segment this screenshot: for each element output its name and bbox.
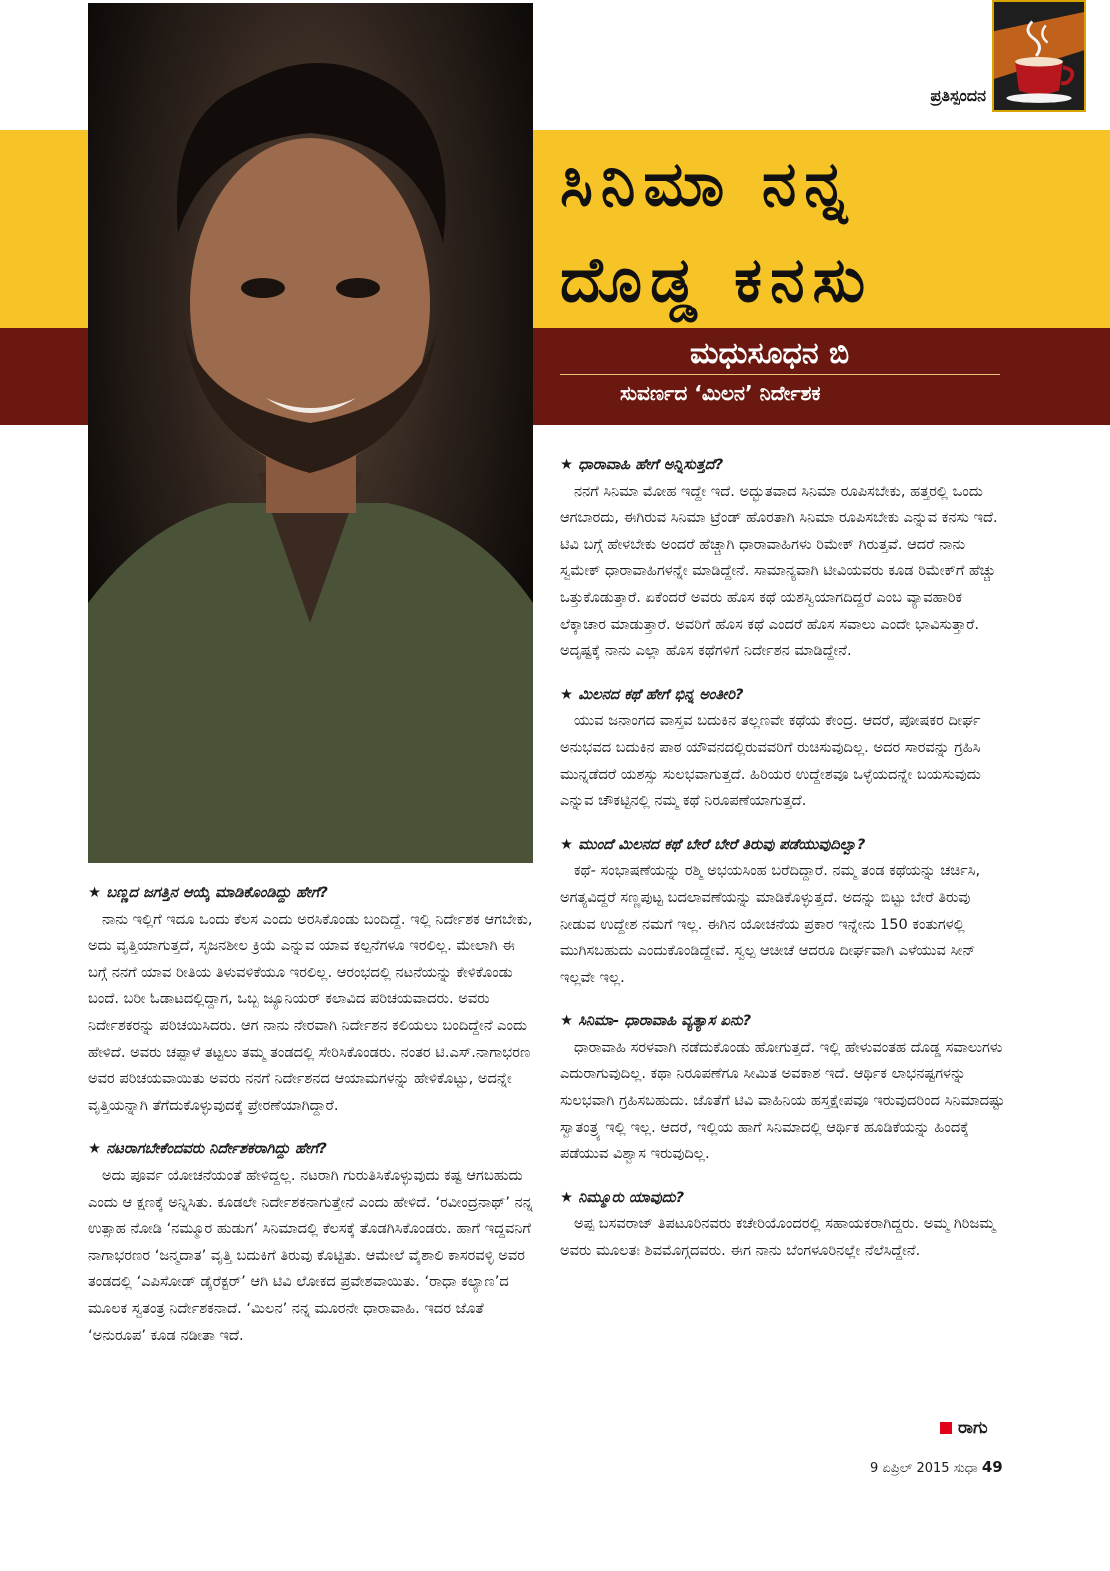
signature (940, 1418, 988, 1438)
answer: ಕಥೆ- ಸಂಭಾಷಣೆಯನ್ನು ರಶ್ಮಿ ಅಭಯಸಿಂಹ ಬರೆದಿದ್ದಾರೆ. ನಮ್ಮ ತಂಡ ಕಥೆಯನ್ನು ಚರ್ಚಿಸಿ, ಅಗತ್ಯವಿದ್ದರೆ ಸಣ್ಣಪುಟ್ಟ ಬದಲಾವಣೆಯನ್ನು ಮಾಡಿಕೊಳ್ಳುತ್ತದೆ. ಅದನ್ನು ಬಿಟ್ಟು ಬೇರೆ ತಿರುವು ನೀಡುವ ಉದ್ದೇಶ ನಮಗೆ ಇಲ್ಲ. ಈಗಿನ ಯೋಚನೆಯ ಪ್ರಕಾರ ಇನ್ನೇನು 150 ಕಂತುಗಳಲ್ಲಿ ಮುಗಿಸಬಹುದು ಎಂದುಕೊಂಡಿದ್ದೇವೆ. ಸ್ವಲ್ಪ ಆಚೀಚೆ ಆದರೂ ದೀರ್ಘವಾಗಿ ಎಳೆಯುವ ಸೀನ್ ಇಲ್ಲವೇ ಇಲ್ಲ. (560, 862, 981, 986)
question-text: ಧಾರಾವಾಹಿ ಹೇಗೆ ಅನ್ನಿಸುತ್ತದೆ? (578, 456, 724, 473)
issue-date: 9 ಏಪ್ರಿಲ್ 2015 (870, 1461, 950, 1476)
qa-block (88, 1136, 533, 1349)
qa-block (560, 1185, 1005, 1265)
page-number: 49 (981, 1458, 1003, 1476)
portrait-photo (88, 3, 533, 863)
question (88, 1136, 533, 1163)
answer: ಅಪ್ಪ ಬಸವರಾಜ್ ತಿಪಟೂರಿನವರು ಕಚೇರಿಯೊಂದರಲ್ಲಿ ಸಹಾಯಕರಾಗಿದ್ದರು. ಅಮ್ಮ ಗಿರಿಜಮ್ಮ ಅವರು ಮೂಲತಃ ಶಿವಮೊಗ್ಗದವರು. ಈಗ ನಾನು ಬೆಂಗಳೂರಿನಲ್ಲೇ ನೆಲೆಸಿದ್ದೇನೆ. (560, 1215, 996, 1260)
qa-block (560, 682, 1005, 815)
title-line-1: ಸಿನಿಮಾ ನನ್ನ (560, 147, 856, 220)
square-icon (940, 1422, 952, 1434)
article-title (560, 136, 1080, 328)
coffee-cup-icon (992, 0, 1086, 112)
answer: ಧಾರಾವಾಹಿ ಸರಳವಾಗಿ ನಡೆದುಕೊಂಡು ಹೋಗುತ್ತದೆ. ಇಲ್ಲಿ ಹೇಳುವಂತಹ ದೊಡ್ಡ ಸವಾಲುಗಳು ಎದುರಾಗುವುದಿಲ್ಲ. ಕಥಾ ನಿರೂಪಣೆಗೂ ಸೀಮಿತ ಅವಕಾಶ ಇದೆ. ಆರ್ಥಿಕ ಲಾಭನಷ್ಟಗಳನ್ನು ಸುಲಭವಾಗಿ ಗ್ರಹಿಸಬಹುದು. ಜೊತೆಗೆ ಟಿವಿ ವಾಹಿನಿಯ ಹಸ್ತಕ್ಷೇಪವೂ ಇರುವುದರಿಂದ ಸಿನಿಮಾದಷ್ಟು ಸ್ವಾತಂತ್ರ್ಯ ಇಲ್ಲಿ ಇಲ್ಲ. ಆದರೆ, ಇಲ್ಲಿಯ ಹಾಗೆ ಸಿನಿಮಾದಲ್ಲಿ ಆರ್ಥಿಕ ಹೂಡಿಕೆಯನ್ನು ಹಿಂದಕ್ಕೆ ಪಡೆಯುವ ವಿಶ್ವಾಸ ಇರುವುದಿಲ್ಲ. (560, 1038, 1005, 1163)
section-label: ಪ್ರತಿಸ್ಪಂದನ (930, 86, 986, 105)
star-icon: ★ (88, 884, 102, 901)
author-name: ಮಧುಸೂಧನ ಬಿ (690, 336, 850, 371)
qa-block (88, 880, 533, 1119)
question (88, 880, 533, 907)
star-icon: ★ (560, 1188, 574, 1206)
qa-block (560, 1008, 1005, 1168)
question-text: ಬಣ್ಣದ ಜಗತ್ತಿನ ಆಯ್ಕೆ ಮಾಡಿಕೊಂಡಿದ್ದು ಹೇಗೆ? (106, 884, 328, 901)
page-folio (870, 1458, 1003, 1476)
question-text: ಸಿನಿಮಾ- ಧಾರಾವಾಹಿ ವ್ಯತ್ಯಾಸ ಏನು? (578, 1012, 752, 1030)
question-text: ಮಿಲನದ ಕಥೆ ಹೇಗೆ ಭಿನ್ನ ಅಂತೀರಿ? (578, 685, 744, 703)
answer: ನಾನು ಇಲ್ಲಿಗೆ ಇದೂ ಒಂದು ಕೆಲಸ ಎಂದು ಅರಸಿಕೊಂಡು ಬಂದಿದ್ದೆ. ಇಲ್ಲಿ ನಿರ್ದೇಶಕ ಆಗಬೇಕು, ಅದು ವೃತ್ತಿಯಾಗುತ್ತದೆ, ಸೃಜನಶೀಲ ಕ್ರಿಯೆ ಎನ್ನುವ ಯಾವ ಕಲ್ಪನೆಗಳೂ ಇರಲಿಲ್ಲ. ಮೇಲಾಗಿ ಈ ಬಗ್ಗೆ ನನಗೆ ಯಾವ ರೀತಿಯ ತಿಳುವಳಿಕೆಯೂ ಇರಲಿಲ್ಲ. ಆರಂಭದಲ್ಲಿ ನಟನೆಯನ್ನು ಕೇಳಿಕೊಂಡು ಬಂದೆ. ಬರೀ ಓಡಾಟದಲ್ಲಿದ್ದಾಗ, ಒಬ್ಬ ಜ್ಯೂನಿಯರ್ ಕಲಾವಿದ ಪರಿಚಯವಾದರು. ಅವರು ನಿರ್ದೇಶಕರನ್ನು ಪರಿಚಯಿಸಿದರು. ಆಗ ನಾನು ನೇರವಾಗಿ ನಿರ್ದೇಶನ ಕಲಿಯಲು ಬಂದಿದ್ದೇನೆ ಎಂದು ಹೇಳಿದೆ. ಅವರು ಚಪ್ಪಾಳೆ ತಟ್ಟಲು ತಮ್ಮ ತಂಡದಲ್ಲಿ ಸೇರಿಸಿಕೊಂಡರು. ನಂತರ ಟಿ.ಎಸ್.ನಾಗಾಭರಣ ಅವರ ಪರಿಚಯವಾಯಿತು ಅವರು ನನಗೆ ನಿರ್ದೇಶನದ ಆಯಾಮಗಳನ್ನು ಹೇಳಿಕೊಟ್ಟು, ಅದನ್ನೇ ವೃತ್ತಿಯನ್ನಾಗಿ ತೆಗೆದುಕೊಳ್ಳುವುದಕ್ಕೆ ಪ್ರೇರಣೆಯಾಗಿದ್ದಾರೆ. (88, 910, 533, 1114)
question (560, 682, 1005, 709)
question (560, 1008, 1005, 1035)
magazine-name: ಸುಧಾ (953, 1461, 978, 1476)
question-text: ನಿಮ್ಮೂರು ಯಾವುದು? (578, 1188, 685, 1206)
left-column (88, 880, 533, 1366)
qa-block (560, 452, 1005, 665)
question (560, 1185, 1005, 1212)
star-icon: ★ (560, 456, 574, 473)
right-column (560, 452, 1005, 1282)
question (560, 452, 1005, 479)
answer: ನನಗೆ ಸಿನಿಮಾ ಮೋಹ ಇದ್ದೇ ಇದೆ. ಅದ್ಭುತವಾದ ಸಿನಿಮಾ ರೂಪಿಸಬೇಕು, ಹತ್ತರಲ್ಲಿ ಒಂದು ಆಗಬಾರದು, ಈಗಿರುವ ಸಿನಿಮಾ ಟ್ರೆಂಡ್ ಹೊರತಾಗಿ ಸಿನಿಮಾ ರೂಪಿಸಬೇಕು ಎನ್ನುವ ಕನಸು ಇದೆ. ಟಿವಿ ಬಗ್ಗೆ ಹೇಳಬೇಕು ಅಂದರೆ ಹೆಚ್ಚಾಗಿ ಧಾರಾವಾಹಿಗಳು ರಿಮೇಕ್ ಗಿರುತ್ತವೆ. ಆದರೆ ನಾನು ಸ್ವಮೇಕ್ ಧಾರಾವಾಹಿಗಳನ್ನೇ ಮಾಡಿದ್ದೇನೆ. ಸಾಮಾನ್ಯವಾಗಿ ಟೀವಿಯವರು ಕೂಡ ರಿಮೇಕ್‌ಗೆ ಹೆಚ್ಚು ಒತ್ತುಕೊಡುತ್ತಾರೆ. ಏಕೆಂದರೆ ಅವರು ಹೊಸ ಕಥೆ ಯಶಸ್ವಿಯಾಗದಿದ್ದರೆ ಎಂಬ ವ್ಯಾವಹಾರಿಕ ಲೆಕ್ಕಾಚಾರ ಮಾಡುತ್ತಾರೆ. ಅವರಿಗೆ ಹೊಸ ಕಥೆ ಎಂದರೆ ಹೊಸ ಸವಾಲು ಎಂದೇ ಭಾವಿಸುತ್ತಾರೆ. ಅದೃಷ್ಟಕ್ಕೆ ನಾನು ಎಲ್ಲಾ ಹೊಸ ಕಥೆಗಳಿಗೆ ನಿರ್ದೇಶನ ಮಾಡಿದ್ದೇನೆ. (560, 482, 998, 660)
signature-text: ರಾಗು (958, 1418, 988, 1438)
answer: ಯುವ ಜನಾಂಗದ ವಾಸ್ತವ ಬದುಕಿನ ತಲ್ಲಣವೇ ಕಥೆಯ ಕೇಂದ್ರ. ಆದರೆ, ಪೋಷಕರ ದೀರ್ಘ ಅನುಭವದ ಬದುಕಿನ ಪಾಠ ಯೌವನದಲ್ಲಿರುವವರಿಗೆ ರುಚಿಸುವುದಿಲ್ಲ. ಅದರ ಸಾರವನ್ನು ಗ್ರಹಿಸಿ ಮುನ್ನಡೆದರೆ ಯಶಸ್ಸು ಸುಲಭವಾಗುತ್ತದೆ. ಹಿರಿಯರ ಉದ್ದೇಶವೂ ಒಳ್ಳೆಯದನ್ನೇ ಬಯಸುವುದು ಎನ್ನುವ ಚೌಕಟ್ಟಿನಲ್ಲಿ ನಮ್ಮ ಕಥೆ ನಿರೂಪಣೆಯಾಗುತ್ತದೆ. (560, 712, 981, 810)
star-icon: ★ (560, 835, 574, 853)
star-icon: ★ (560, 1012, 574, 1030)
qa-block (560, 832, 1005, 992)
star-icon: ★ (88, 1140, 102, 1158)
question (560, 832, 1005, 859)
question-text: ಮುಂದೆ ಮಿಲನದ ಕಥೆ ಬೇರೆ ಬೇರೆ ತಿರುವು ಪಡೆಯುವುದಿಲ್ವಾ? (578, 835, 866, 853)
author-designation: ಸುವರ್ಣದ ‘ಮಿಲನ’ ನಿರ್ದೇಶಕ (620, 381, 821, 405)
byline-divider (560, 374, 1000, 375)
question-text: ನಟರಾಗಬೇಕೆಂದವರು ನಿರ್ದೇಶಕರಾಗಿದ್ದು ಹೇಗೆ? (106, 1140, 327, 1158)
star-icon: ★ (560, 685, 574, 703)
answer: ಅದು ಪೂರ್ವ ಯೋಚನೆಯಂತೆ ಹೇಳಿದ್ದಲ್ಲ. ನಟರಾಗಿ ಗುರುತಿಸಿಕೊಳ್ಳುವುದು ಕಷ್ಟ ಆಗಬಹುದು ಎಂದು ಆ ಕ್ಷಣಕ್ಕೆ ಅನ್ನಿಸಿತು. ಕೂಡಲೇ ನಿರ್ದೇಶಕನಾಗುತ್ತೇನೆ ಎಂದು ಹೇಳಿದೆ. ‘ರವೀಂದ್ರನಾಥ್’ ನನ್ನ ಉತ್ಸಾಹ ನೋಡಿ ‘ನಮ್ಮೂರ ಹುಡುಗ’ ಸಿನಿಮಾದಲ್ಲಿ ಕೆಲಸಕ್ಕೆ ತೊಡಗಿಸಿಕೊಂಡರು. ಹಾಗೆ ಇದ್ದವನಿಗೆ ನಾಗಾಭರಣರ ‘ಜನ್ಮದಾತ’ ವೃತ್ತಿ ಬದುಕಿಗೆ ತಿರುವು ಕೊಟ್ಟಿತು. ಆಮೇಲೆ ವೈಶಾಲಿ ಕಾಸರವಳ್ಳಿ ಅವರ ತಂಡದಲ್ಲಿ ‘ಎಪಿಸೋಡ್ ಡೈರೆಕ್ಟರ್’ ಆಗಿ ಟಿವಿ ಲೋಕದ ಪ್ರವೇಶವಾಯಿತು. ‘ರಾಧಾ ಕಲ್ಯಾಣ’ದ ಮೂಲಕ ಸ್ವತಂತ್ರ ನಿರ್ದೇಶಕನಾದೆ. ‘ಮಿಲನ’ ನನ್ನ ಮೂರನೇ ಧಾರಾವಾಹಿ. ಇದರ ಜೊತೆ ‘ಅನುರೂಪ’ ಕೂಡ ನಡೀತಾ ಇದೆ. (88, 1166, 533, 1344)
title-line-2: ದೊಡ್ಡ ಕನಸು (560, 243, 874, 316)
